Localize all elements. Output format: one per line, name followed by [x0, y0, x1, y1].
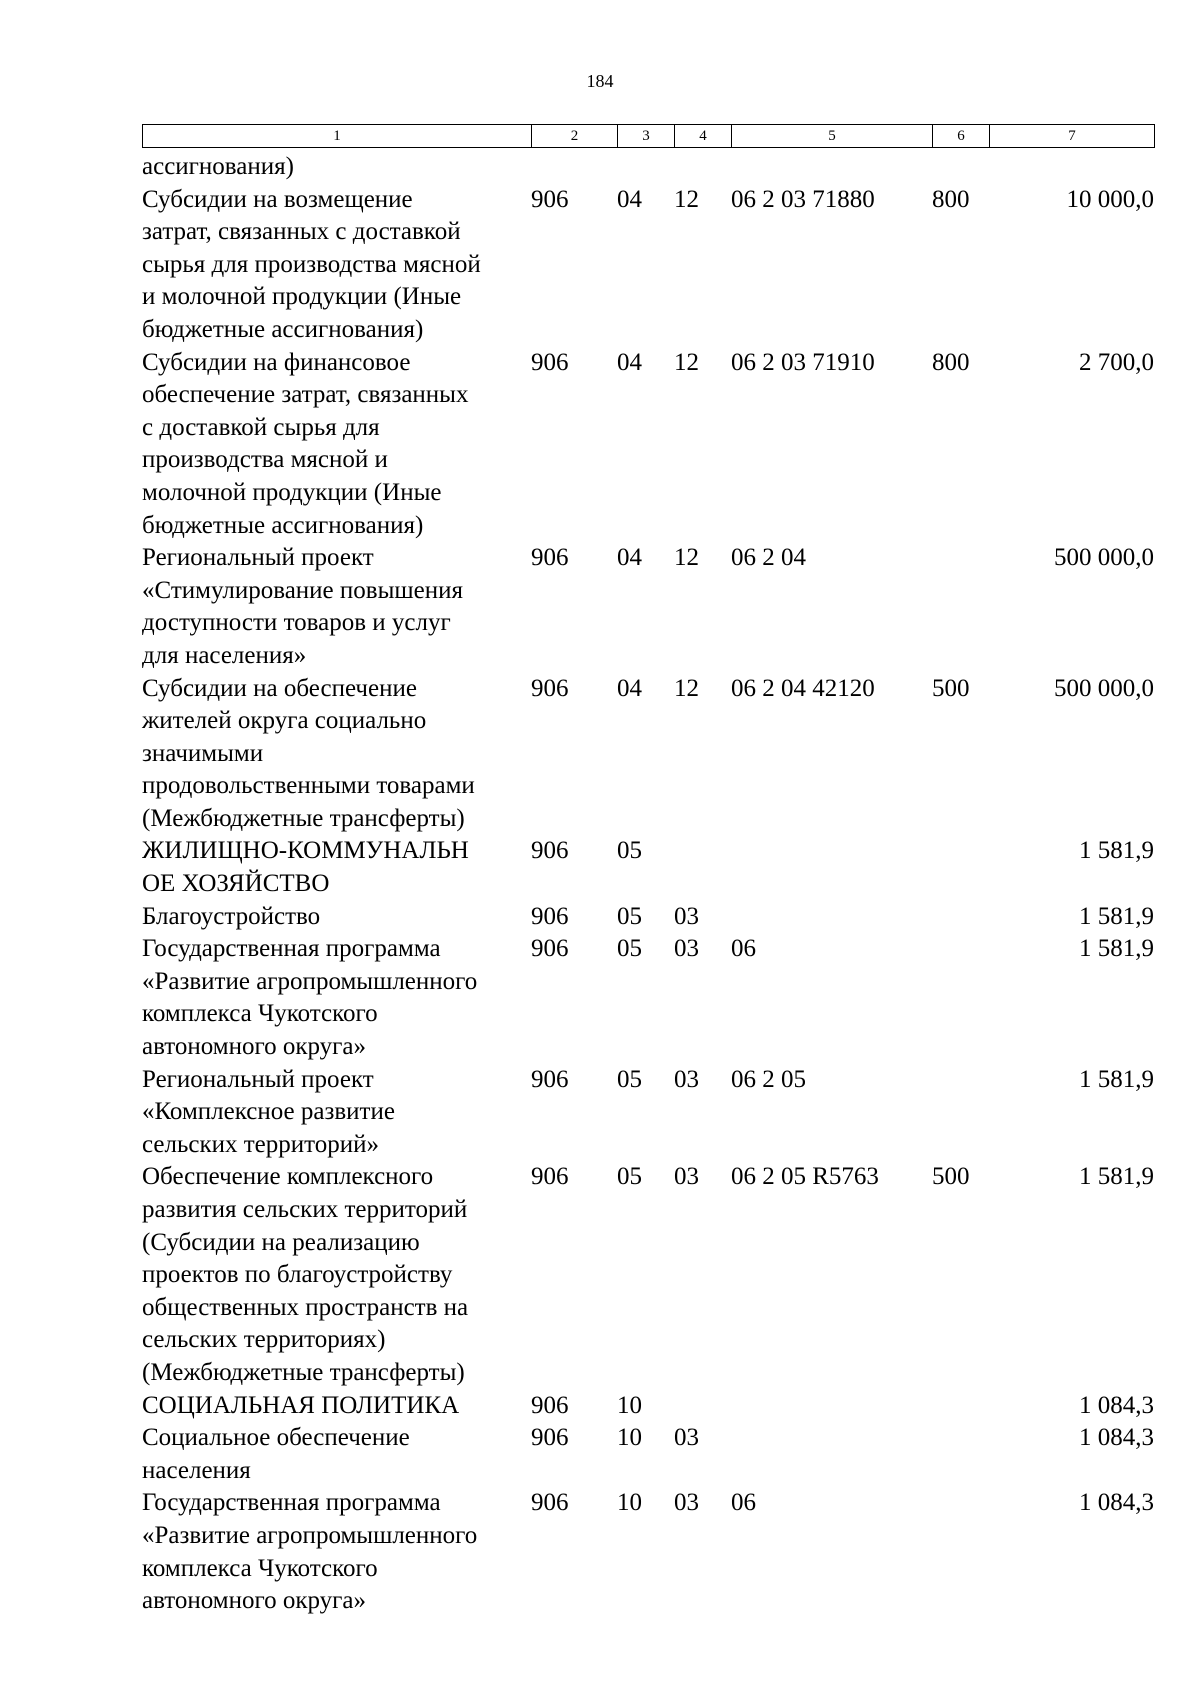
row-expense-type-cell: 500 [932, 1163, 970, 1191]
row-code-cell: 906 [531, 185, 569, 213]
row-expense-type-cell [932, 1390, 989, 1423]
row-expense-type-cell [932, 1422, 989, 1487]
row-target-article-cell [731, 1422, 932, 1487]
table-row [142, 673, 1154, 836]
row-code-cell [531, 151, 617, 184]
row-target-article-cell [731, 835, 932, 900]
row-amount-cell: 1 084,3 [1079, 1424, 1154, 1452]
row-amount-cell: 500 000,0 [1054, 544, 1154, 572]
row-section-cell: 05 [617, 1065, 642, 1093]
row-amount-cell: 1 581,9 [1079, 837, 1154, 865]
table-row [142, 901, 1154, 934]
row-target-article-cell: 06 2 03 71910 [731, 348, 875, 376]
row-subsection-cell: 03 [674, 1163, 699, 1191]
row-code-cell: 906 [531, 1163, 569, 1191]
row-section-cell: 05 [617, 837, 642, 865]
column-header-2: 2 [532, 125, 618, 148]
table-row [142, 184, 1154, 347]
table-row [142, 835, 1154, 900]
column-header-3: 3 [618, 125, 675, 148]
row-code-cell: 906 [531, 674, 569, 702]
row-subsection-cell [674, 835, 731, 900]
column-header-table [142, 124, 1155, 148]
row-target-article-cell: 06 2 05 [731, 1065, 806, 1093]
row-subsection-cell [674, 1390, 731, 1423]
row-amount-cell: 1 084,3 [1079, 1391, 1154, 1419]
row-expense-type-cell [932, 1064, 989, 1162]
row-name-cell: ассигнования) [142, 153, 294, 180]
row-expense-type-cell [932, 901, 989, 934]
row-name-cell: Субсидии на обеспечение жителей округа социально значимыми продовольственными товарами (Межбюджетные трансферты) [142, 674, 475, 832]
row-target-article-cell: 06 [731, 935, 756, 963]
row-section-cell: 10 [617, 1489, 642, 1517]
budget-table [142, 151, 1154, 1618]
row-code-cell: 906 [531, 902, 569, 930]
row-name-cell: Социальное обеспечение населения [142, 1424, 410, 1484]
row-amount-cell: 10 000,0 [1066, 185, 1154, 213]
row-code-cell: 906 [531, 935, 569, 963]
column-header-7: 7 [990, 125, 1155, 148]
row-amount-cell: 1 581,9 [1079, 1065, 1154, 1093]
row-target-article-cell: 06 2 04 42120 [731, 674, 875, 702]
row-code-cell: 906 [531, 544, 569, 572]
table-row [142, 1422, 1154, 1487]
column-header-row [143, 125, 1155, 148]
row-name-cell: Субсидии на финансовое обеспечение затрат, связанных с доставкой сырья для производства мясной и молочной продукции (Иные бюджетные ассигнования) [142, 348, 469, 539]
row-target-article-cell: 06 2 04 [731, 544, 806, 572]
row-amount-cell: 500 000,0 [1054, 674, 1154, 702]
row-expense-type-cell: 800 [932, 348, 970, 376]
row-code-cell: 906 [531, 348, 569, 376]
row-name-cell: Региональный проект «Комплексное развитие сельских территорий» [142, 1065, 395, 1158]
row-subsection-cell: 12 [674, 674, 699, 702]
row-section-cell: 04 [617, 544, 642, 572]
row-name-cell: Субсидии на возмещение затрат, связанных с доставкой сырья для производства мясной и молочной продукции (Иные бюджетные ассигнования) [142, 185, 481, 343]
table-row [142, 542, 1154, 672]
row-expense-type-cell: 800 [932, 185, 970, 213]
row-section-cell: 05 [617, 902, 642, 930]
row-amount-cell: 1 581,9 [1079, 902, 1154, 930]
row-expense-type-cell [932, 933, 989, 1063]
table-row [142, 1487, 1154, 1617]
row-code-cell: 906 [531, 1424, 569, 1452]
row-target-article-cell [731, 1390, 932, 1423]
row-subsection-cell: 03 [674, 1424, 699, 1452]
row-section-cell [617, 151, 674, 184]
column-header-1: 1 [143, 125, 532, 148]
row-amount-cell [989, 151, 1154, 184]
row-subsection-cell: 12 [674, 544, 699, 572]
row-expense-type-cell [932, 1487, 989, 1617]
row-section-cell: 04 [617, 674, 642, 702]
row-section-cell: 04 [617, 348, 642, 376]
row-name-cell: Региональный проект «Стимулирование повышения доступности товаров и услуг для населения» [142, 544, 463, 669]
row-section-cell: 10 [617, 1391, 642, 1419]
row-section-cell: 10 [617, 1424, 642, 1452]
row-subsection-cell: 03 [674, 935, 699, 963]
row-subsection-cell: 12 [674, 348, 699, 376]
budget-table-body [142, 151, 1154, 1618]
table-row [142, 151, 1154, 184]
column-header-6: 6 [933, 125, 990, 148]
row-name-cell: Благоустройство [142, 902, 321, 930]
row-section-cell: 05 [617, 935, 642, 963]
table-row [142, 1064, 1154, 1162]
column-header-5: 5 [732, 125, 933, 148]
row-amount-cell: 1 581,9 [1079, 1163, 1154, 1191]
row-code-cell: 906 [531, 1391, 569, 1419]
row-target-article-cell: 06 [731, 1489, 756, 1517]
row-expense-type-cell: 500 [932, 674, 970, 702]
table-row [142, 1161, 1154, 1389]
row-subsection-cell: 03 [674, 1065, 699, 1093]
row-name-cell: ЖИЛИЩНО-КОММУНАЛЬН ОЕ ХОЗЯЙСТВО [142, 837, 469, 898]
table-row [142, 933, 1154, 1063]
row-code-cell: 906 [531, 837, 569, 865]
table-row [142, 1390, 1154, 1423]
row-expense-type-cell [932, 835, 989, 900]
row-expense-type-cell [932, 151, 989, 184]
row-name-cell: Государственная программа «Развитие агропромышленного комплекса Чукотского автономного округа» [142, 1489, 478, 1615]
row-section-cell: 05 [617, 1163, 642, 1191]
row-target-article-cell: 06 2 03 71880 [731, 185, 875, 213]
row-code-cell: 906 [531, 1489, 569, 1517]
row-name-cell: СОЦИАЛЬНАЯ ПОЛИТИКА [142, 1391, 460, 1419]
row-amount-cell: 1 084,3 [1079, 1489, 1154, 1517]
row-subsection-cell [674, 151, 731, 184]
row-amount-cell: 2 700,0 [1079, 348, 1154, 376]
row-subsection-cell: 12 [674, 185, 699, 213]
row-name-cell: Обеспечение комплексного развития сельских территорий (Субсидии на реализацию проектов по благоустройству общественных пространств на сельских территориях) (Межбюджетные трансферты) [142, 1163, 469, 1386]
row-section-cell: 04 [617, 185, 642, 213]
table-row [142, 347, 1154, 543]
column-header-4: 4 [675, 125, 732, 148]
row-code-cell: 906 [531, 1065, 569, 1093]
row-target-article-cell: 06 2 05 R5763 [731, 1163, 879, 1191]
row-subsection-cell: 03 [674, 902, 699, 930]
row-target-article-cell [731, 151, 932, 184]
row-amount-cell: 1 581,9 [1079, 935, 1154, 963]
row-subsection-cell: 03 [674, 1489, 699, 1517]
row-name-cell: Государственная программа «Развитие агропромышленного комплекса Чукотского автономного округа» [142, 935, 478, 1061]
row-expense-type-cell [932, 542, 989, 672]
page-number: 184 [586, 71, 614, 91]
row-target-article-cell [731, 901, 932, 934]
